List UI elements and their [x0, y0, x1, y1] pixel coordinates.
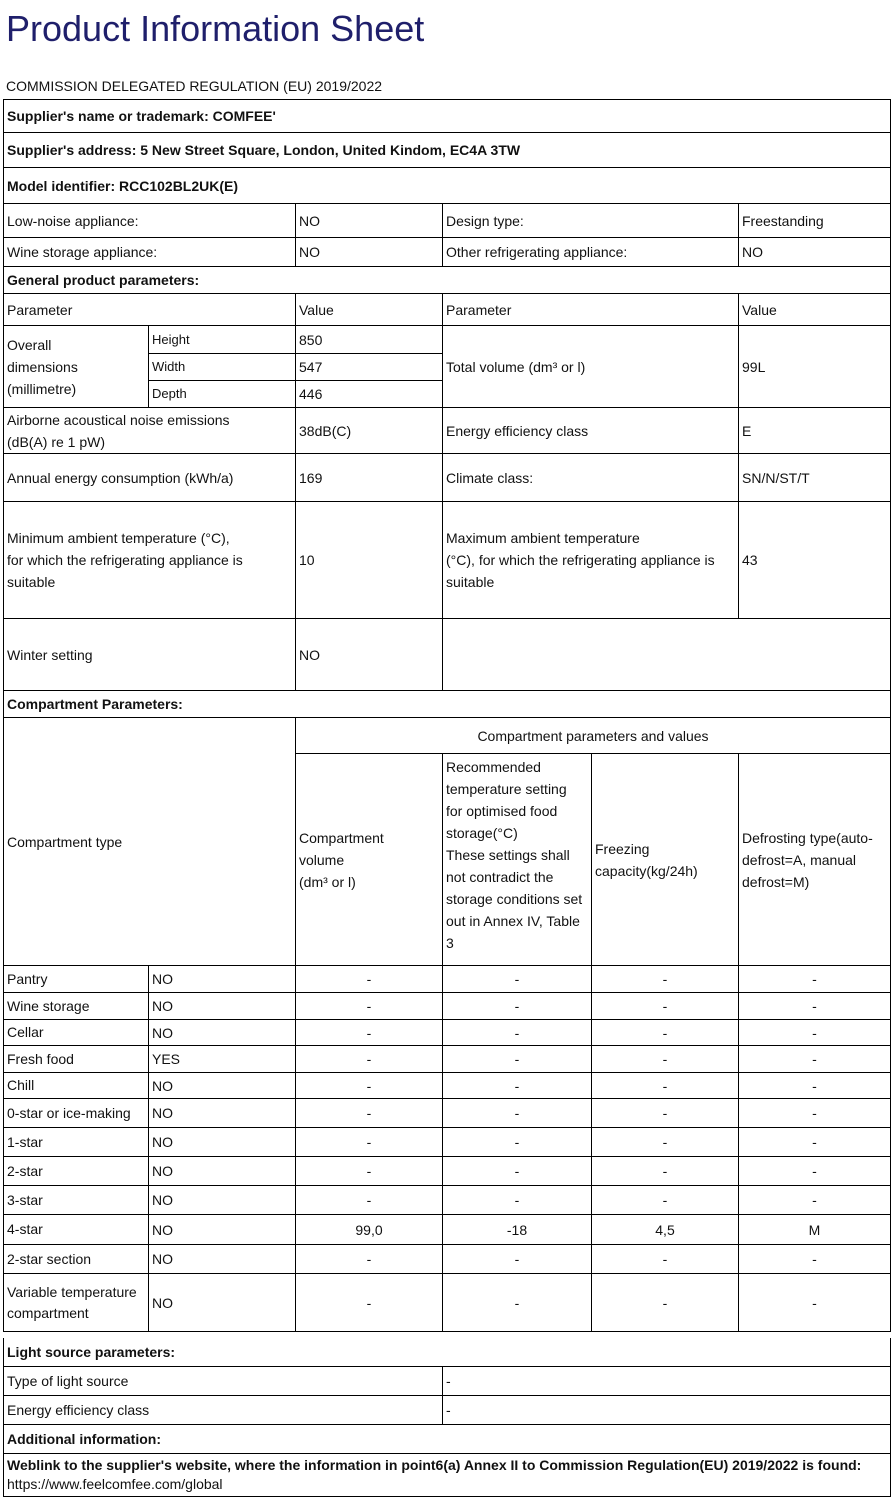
compartment-temp: -: [443, 993, 592, 1020]
compartment-name: 1-star: [3, 1128, 149, 1157]
additional-info-heading: Additional information:: [3, 1425, 891, 1454]
compartment-freezing: -: [592, 1274, 739, 1332]
compartment-name: 2-star: [3, 1157, 149, 1186]
compartment-name: Chill: [3, 1073, 149, 1099]
depth-label: Depth: [149, 381, 296, 408]
compartment-defrost: -: [739, 1046, 891, 1073]
total-volume-label: Total volume (dm³ or l): [443, 326, 739, 408]
climate-class-label: Climate class:: [443, 454, 739, 502]
compartment-freezing: -: [592, 1099, 739, 1128]
compartment-volume: -: [296, 1099, 443, 1128]
max-ambient-temp-value: 43: [739, 502, 891, 619]
compartment-type-header: Compartment type: [3, 718, 296, 966]
winter-setting-value: NO: [296, 619, 443, 691]
supplier-name: Supplier's name or trademark: COMFEE': [3, 99, 891, 133]
compartment-volume: -: [296, 1186, 443, 1215]
compartment-temp: -: [443, 1245, 592, 1274]
compartment-defrost: -: [739, 1274, 891, 1332]
compartment-temp: -: [443, 1046, 592, 1073]
compartment-volume: -: [296, 1245, 443, 1274]
freezing-capacity-header: Freezing capacity(kg/24h): [592, 754, 739, 966]
compartment-temp: -: [443, 1274, 592, 1332]
value-header-right: Value: [739, 294, 891, 326]
compartment-name: 4-star: [3, 1215, 149, 1245]
min-ambient-temp-value: 10: [296, 502, 443, 619]
product-information-table: [3, 99, 891, 1497]
light-type-value: -: [443, 1367, 891, 1396]
energy-class-value: E: [739, 408, 891, 454]
compartment-present: NO: [149, 1186, 296, 1215]
compartment-defrost: -: [739, 966, 891, 993]
wine-storage-label: Wine storage appliance:: [3, 238, 296, 267]
compartment-freezing: -: [592, 1186, 739, 1215]
compartment-volume: -: [296, 1020, 443, 1046]
compartment-present: NO: [149, 1245, 296, 1274]
compartment-freezing: 4,5: [592, 1215, 739, 1245]
compartment-parameters-heading: Compartment Parameters:: [3, 691, 891, 718]
low-noise-label: Low-noise appliance:: [3, 204, 296, 238]
height-label: Height: [149, 326, 296, 354]
annual-energy-value: 169: [296, 454, 443, 502]
energy-class-label: Energy efficiency class: [443, 408, 739, 454]
compartment-name: Cellar: [3, 1020, 149, 1046]
compartment-freezing: -: [592, 1073, 739, 1099]
compartment-present: NO: [149, 993, 296, 1020]
page-title: Product Information Sheet: [6, 8, 425, 49]
compartment-volume-header: Compartment volume (dm³ or l): [296, 754, 443, 966]
compartment-temp: -: [443, 1186, 592, 1215]
climate-class-value: SN/N/ST/T: [739, 454, 891, 502]
defrosting-type-header: Defrosting type(auto- defrost=A, manual defrost=M): [739, 754, 891, 966]
compartment-defrost: -: [739, 1157, 891, 1186]
compartment-freezing: -: [592, 1157, 739, 1186]
compartment-temp: -: [443, 1073, 592, 1099]
compartment-name: Pantry: [3, 966, 149, 993]
compartment-name: Variable temperature compartment: [3, 1274, 149, 1332]
compartment-temp: -: [443, 1099, 592, 1128]
width-value: 547: [296, 354, 443, 381]
parameter-header: Parameter: [3, 294, 296, 326]
compartment-volume: -: [296, 993, 443, 1020]
compartment-volume: -: [296, 1157, 443, 1186]
depth-value: 446: [296, 381, 443, 408]
total-volume-value: 99L: [739, 326, 891, 408]
max-ambient-temp-label: Maximum ambient temperature (°C), for which the refrigerating appliance is suitable: [443, 502, 739, 619]
compartment-freezing: -: [592, 993, 739, 1020]
other-appliance-label: Other refrigerating appliance:: [443, 238, 739, 267]
compartment-volume: -: [296, 1073, 443, 1099]
general-parameters-heading: General product parameters:: [3, 267, 891, 294]
compartment-present: NO: [149, 1128, 296, 1157]
compartment-temp: -18: [443, 1215, 592, 1245]
compartment-temp: -: [443, 1157, 592, 1186]
supplier-address: Supplier's address: 5 New Street Square, London, United Kindom, EC4A 3TW: [3, 133, 891, 168]
compartment-freezing: -: [592, 1046, 739, 1073]
compartment-present: YES: [149, 1046, 296, 1073]
compartment-defrost: M: [739, 1215, 891, 1245]
annual-energy-label: Annual energy consumption (kWh/a): [3, 454, 296, 502]
compartment-name: 0-star or ice-making: [3, 1099, 149, 1128]
compartment-freezing: -: [592, 1245, 739, 1274]
low-noise-value: NO: [296, 204, 443, 238]
compartment-present: NO: [149, 1073, 296, 1099]
compartment-present: NO: [149, 1215, 296, 1245]
height-value: 850: [296, 326, 443, 354]
compartment-present: NO: [149, 1274, 296, 1332]
compartment-freezing: -: [592, 1128, 739, 1157]
compartment-defrost: -: [739, 1186, 891, 1215]
compartment-defrost: -: [739, 1245, 891, 1274]
compartment-freezing: -: [592, 966, 739, 993]
noise-emissions-value: 38dB(C): [296, 408, 443, 454]
regulation-reference: COMMISSION DELEGATED REGULATION (EU) 2019/2022: [6, 78, 383, 94]
light-energy-class-value: -: [443, 1396, 891, 1425]
compartment-defrost: -: [739, 1073, 891, 1099]
compartment-temp: -: [443, 966, 592, 993]
other-appliance-value: NO: [739, 238, 891, 267]
compartment-defrost: -: [739, 1020, 891, 1046]
compartment-defrost: -: [739, 1128, 891, 1157]
compartment-values-group-header: Compartment parameters and values: [296, 718, 891, 754]
compartment-volume: -: [296, 1046, 443, 1073]
compartment-defrost: -: [739, 993, 891, 1020]
compartment-temp: -: [443, 1128, 592, 1157]
wine-storage-value: NO: [296, 238, 443, 267]
winter-setting-label: Winter setting: [3, 619, 296, 691]
compartment-freezing: -: [592, 1020, 739, 1046]
compartment-present: NO: [149, 966, 296, 993]
design-type-label: Design type:: [443, 204, 739, 238]
compartment-present: NO: [149, 1020, 296, 1046]
model-identifier: Model identifier: RCC102BL2UK(E): [3, 168, 891, 204]
compartment-present: NO: [149, 1157, 296, 1186]
light-source-heading: Light source parameters:: [3, 1338, 891, 1367]
compartment-volume: -: [296, 966, 443, 993]
compartment-volume: -: [296, 1274, 443, 1332]
light-type-label: Type of light source: [3, 1367, 443, 1396]
compartment-name: 3-star: [3, 1186, 149, 1215]
compartment-volume: 99,0: [296, 1215, 443, 1245]
compartment-name: 2-star section: [3, 1245, 149, 1274]
compartment-temp: -: [443, 1020, 592, 1046]
compartment-name: Wine storage: [3, 993, 149, 1020]
design-type-value: Freestanding: [739, 204, 891, 238]
weblink-url[interactable]: https://www.feelcomfee.com/global: [7, 1476, 223, 1492]
noise-emissions-label: Airborne acoustical noise emissions (dB(A) re 1 pW): [3, 408, 296, 454]
weblink-cell: [3, 1454, 891, 1497]
compartment-defrost: -: [739, 1099, 891, 1128]
light-energy-class-label: Energy efficiency class: [3, 1396, 443, 1425]
recommended-temp-header: Recommended temperature setting for optimised food storage(°C) These settings shall not contradict the storage conditions set out in Annex IV, Table 3: [443, 754, 592, 966]
empty-cell: [443, 619, 891, 691]
overall-dimensions-label: Overall dimensions (millimetre): [3, 326, 149, 408]
min-ambient-temp-label: Minimum ambient temperature (°C), for which the refrigerating appliance is suitable: [3, 502, 296, 619]
parameter-header-right: Parameter: [443, 294, 739, 326]
weblink-label: Weblink to the supplier's website, where the information in point6(a) Annex II to Commission Regulation(EU) 2019/2022 is found:: [7, 1457, 862, 1473]
width-label: Width: [149, 354, 296, 381]
value-header: Value: [296, 294, 443, 326]
compartment-name: Fresh food: [3, 1046, 149, 1073]
compartment-present: NO: [149, 1099, 296, 1128]
compartment-volume: -: [296, 1128, 443, 1157]
